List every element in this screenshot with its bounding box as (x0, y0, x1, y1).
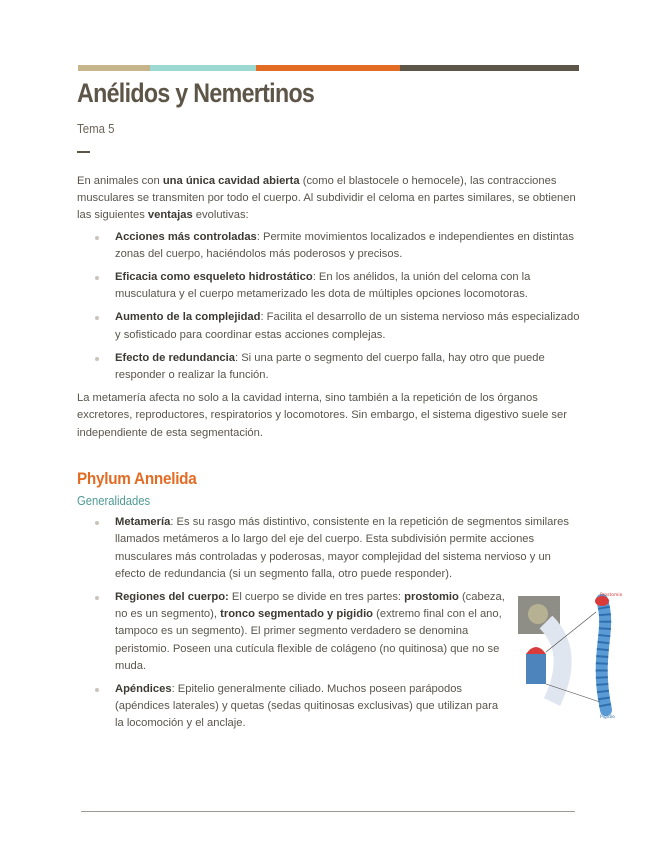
color-bar-segment-brown (400, 65, 579, 71)
section-heading: Phylum Annelida (77, 468, 197, 488)
list-item: Efecto de redundancia: Si una parte o segmento del cuerpo falla, hay otro que puede responder o realizar la función. (115, 350, 582, 384)
figure-label-pigidio: Pigidio (600, 715, 615, 720)
bullet-icon (95, 236, 99, 240)
head-section-icon (526, 647, 546, 654)
worm-body (602, 600, 606, 710)
list-item-apendices: Apéndices: Epitelio generalmente ciliado. Muchos poseen parápodos (apéndices laterales) y quetas (sedas quitinosas exclusivas) que utilizan para la locomoción y el anclaje. (115, 681, 505, 733)
list-item: Eficacia como esqueleto hidrostático: En los anélidos, la unión del celoma con la musculatura y el cuerpo metamerizado les dota de múltiples opciones locomotoras. (115, 269, 582, 303)
bullet-icon (95, 357, 99, 361)
metameria-paragraph: La metamería afecta no solo a la cavidad interna, sino también a la repetición de los órganos excretores, reproductores, respiratorios y locomotores. Sin embargo, el sistema digestivo suele ser independiente de esta segmentación. (77, 392, 567, 439)
generalities-list (77, 514, 582, 732)
body-shadow (546, 622, 563, 702)
list-item-metameria: Metamería: Es su rasgo más distintivo, consistente en la repetición de segmentos similares llamados metámeros a lo largo del eje del cuerpo. Esta subdivisión permite acciones musculares más controladas y poderosas, mayor complejidad del sistema nervioso y un efecto de redundancia (si un segmento falla, otro puede responder). (115, 514, 582, 583)
document-body (77, 173, 582, 739)
intro-paragraph: En animales con una única cavidad abierta (como el blastocele o hemocele), las contracciones musculares se transmiten por todo el cuerpo. Al subdividir el celoma en partes similares, se obtienen las siguientes ventajas evolutivas: (77, 175, 576, 222)
color-bar-segment-orange (256, 65, 400, 71)
footer-divider (81, 811, 575, 812)
section-subheading: Generalidades (77, 494, 151, 509)
list-item: Aumento de la complejidad: Facilita el desarrollo de un sistema nervioso más especializado y sofisticado para coordinar estas acciones complejas. (115, 309, 582, 343)
color-bar-segment-aqua (150, 65, 256, 71)
list-item: Acciones más controladas: Permite movimientos localizados e independientes en distintas zonas del cuerpo, haciéndolos más poderosos y precisos. (115, 229, 582, 263)
page-subtitle: Tema 5 (77, 121, 115, 136)
annelid-diagram-svg (516, 592, 634, 722)
bullet-icon (95, 688, 99, 692)
list-item-regiones: Regiones del cuerpo: El cuerpo se divide en tres partes: prostomio (cabeza, no es un segmento), tronco segmentado y pigidio (extremo final con el ano, tampoco es un segmento). El primer segmento verdadero se denomina peristomio. Poseen una cutícula flexible de colágeno (no quitinosa) que no se muda. (115, 589, 505, 675)
annelid-body-diagram (516, 592, 634, 722)
bullet-icon (95, 521, 99, 525)
page-title: Anélidos y Nemertinos (77, 78, 315, 108)
micrograph-detail (528, 604, 548, 624)
advantages-list (77, 229, 582, 385)
bullet-icon (95, 316, 99, 320)
color-bar-segment-tan (78, 65, 150, 71)
figure-label-prostomio: Prostomio (600, 593, 623, 598)
bullet-icon (95, 276, 99, 280)
title-dash (77, 151, 90, 153)
bullet-icon (95, 596, 99, 600)
header-color-bar (78, 65, 579, 71)
section-detail (526, 654, 546, 684)
